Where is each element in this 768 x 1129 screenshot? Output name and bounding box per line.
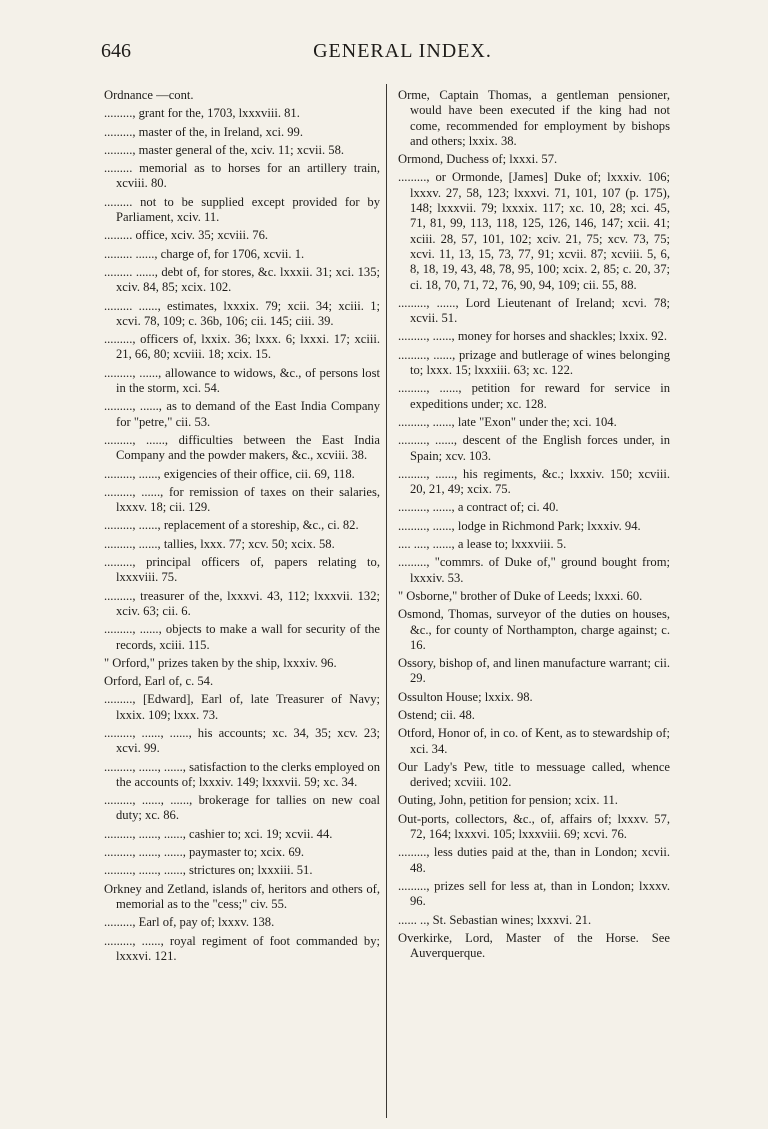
index-entry: ........., ......, difficulties between the East India Company and the powder makers, &c., xcviii. 38. — [104, 432, 380, 463]
index-entry: Ostend; cii. 48. — [398, 707, 475, 722]
index-entry: ........., Earl of, pay of; lxxxv. 138. — [104, 915, 275, 930]
index-entry: ........., ......, ......, paymaster to; xcix. 69. — [104, 845, 305, 860]
index-entry: ........., ......, as to demand of the East India Company for "petre," cii. 53. — [104, 399, 380, 429]
index-entry: ........., ......, ......, his accounts; xc. 34, 35; xcv. 23; xcvi. 99. — [104, 725, 380, 756]
index-entry: ........., ......, allowance to widows, &c., of persons lost in the storm, xci. 54. — [104, 365, 380, 396]
index-entry: Out-ports, collectors, &c., of, affairs of; lxxxv. 57, 72, 164; lxxxvi. 105; lxxxviii. 69; xcvi. 76. — [398, 811, 670, 842]
index-entry: ...... .., St. Sebastian wines; lxxxvi. 21. — [398, 912, 592, 927]
index-entry: Outing, John, petition for pension; xcix. 11. — [398, 793, 618, 808]
index-entry: .... ...., ......, a lease to; lxxxviii. 5. — [398, 537, 567, 552]
index-entry: ......... ......, debt of, for stores, &c. lxxxii. 31; xci. 135; xciv. 84, 85; xcix. 102. — [104, 264, 380, 295]
index-entry: ........., or Ormonde, [James] Duke of; lxxxiv. 106; lxxxv. 27, 58, 123; lxxxvi. 71, 101, 107 (p. 175), 148; lxxxvii. 79; lxxxix. 117; xc. 10, 28; xci. 45, 71, 81, 99, 113, 118, 125, 126, 146, 147; xcii. 41; xciii. 28, 57, 101, 102; xciv. 21, 75; xcv. 73, 75; xcvi. 11, 13, 15, 73, 77, 91; xcvii. 87; xcviii. 5, 6, 8, 18, 19, 43, 48, 78, 95, 100; xcix. 2, 85; c. 20, 37; ci. 18, 70, 71, 72, 76, 90, 94, 109; cii. 55, 88. — [398, 170, 670, 292]
index-entry: Orme, Captain Thomas, a gentleman pensioner, would have been executed if the king had not come, recommended for employment by bishops and others; lxxix. 38. — [398, 88, 670, 148]
index-entry: ........., ......, ......, strictures on; lxxxiii. 51. — [104, 863, 313, 878]
index-entry: ........., treasurer of the, lxxxvi. 43, 112; lxxxvii. 132; xciv. 63; cii. 6. — [104, 588, 380, 618]
index-entry: ......... memorial as to horses for an artillery train, xcviii. 80. — [104, 161, 380, 191]
index-entry: ........., ......, his regiments, &c.; lxxxiv. 150; xcviii. 20, 21, 49; xcix. 75. — [398, 466, 670, 497]
index-entry: Ossory, bishop of, and linen manufacture warrant; cii. 29. — [398, 656, 670, 686]
right-index-column — [398, 88, 670, 964]
index-entry: ........., ......, a contract of; ci. 40. — [398, 500, 559, 515]
index-entry: Ossulton House; lxxix. 98. — [398, 689, 533, 704]
index-entry: " Orford," prizes taken by the ship, lxxxiv. 96. — [104, 655, 337, 670]
index-entry: ........., master general of the, xciv. 11; xcvii. 58. — [104, 142, 345, 157]
running-head: GENERAL INDEX. — [313, 40, 492, 62]
index-entry: ........., ......, ......, satisfaction to the clerks employed on the accounts of; lxxxiv. 149; lxxxvii. 59; xc. 34. — [104, 759, 380, 789]
index-entry: " Osborne," brother of Duke of Leeds; lxxxi. 60. — [398, 588, 643, 603]
index-entry: Overkirke, Lord, Master of the Horse. See Auverquerque. — [398, 930, 670, 961]
index-entry: Orford, Earl of, c. 54. — [104, 674, 214, 689]
index-entry: ........., officers of, lxxix. 36; lxxx. 6; lxxxi. 17; xciii. 21, 66, 80; xcviii. 18; xcix. 15. — [104, 332, 380, 362]
index-entry: ........., prizes sell for less at, than in London; lxxxv. 96. — [398, 878, 670, 909]
page-number: 646 — [101, 40, 131, 62]
index-entry: ........., ......, royal regiment of foot commanded by; lxxxvi. 121. — [104, 933, 380, 963]
index-entry: ......... office, xciv. 35; xcviii. 76. — [104, 228, 269, 243]
index-entry: ........., ......, late "Exon" under the; xci. 104. — [398, 414, 617, 429]
index-entry: ........., grant for the, 1703, lxxxviii. 81. — [104, 106, 300, 121]
index-entry: Ordnance —cont. — [104, 88, 194, 102]
index-entry: ........., ......, for remission of taxes on their salaries, lxxxv. 18; cii. 129. — [104, 484, 380, 515]
index-entry: ........., principal officers of, papers relating to, lxxxviii. 75. — [104, 555, 380, 585]
index-entry: Ormond, Duchess of; lxxxi. 57. — [398, 152, 558, 167]
index-entry: ........., ......, replacement of a storeship, &c., ci. 82. — [104, 518, 359, 533]
index-entry: ........., ......, lodge in Richmond Park; lxxxiv. 94. — [398, 518, 641, 533]
index-entry: ......... ......, estimates, lxxxix. 79; xcii. 34; xciii. 1; xcvi. 78, 109; c. 36b, 106; cii. 145; ciii. 39. — [104, 298, 380, 328]
index-entry: ........., "commrs. of Duke of," ground bought from; lxxxiv. 53. — [398, 555, 670, 585]
index-entry: ........., ......, money for horses and shackles; lxxix. 92. — [398, 329, 667, 344]
index-entry: ........., ......, ......, brokerage for tallies on new coal duty; xc. 86. — [104, 793, 380, 823]
index-entry: Osmond, Thomas, surveyor of the duties on houses, &c., for county of Northampton, charge against; c. 16. — [398, 607, 670, 652]
column-divider — [386, 84, 387, 1118]
left-index-column — [104, 88, 380, 967]
index-entry: ........., ......, petition for reward for service in expeditions under; xc. 128. — [398, 381, 670, 411]
index-entry: ........., less duties paid at the, than in London; xcvii. 48. — [398, 845, 670, 875]
index-entry: ........., [Edward], Earl of, late Treasurer of Navy; lxxix. 109; lxxx. 73. — [104, 692, 380, 722]
index-entry: ......... ......, charge of, for 1706, xcvii. 1. — [104, 246, 305, 261]
page-header — [101, 40, 704, 68]
index-entry: ........., ......, objects to make a wall for security of the records, xciii. 115. — [104, 622, 380, 652]
index-entry: ........., ......, descent of the English forces under, in Spain; xcv. 103. — [398, 433, 670, 463]
index-entry: Our Lady's Pew, title to messuage called, whence derived; xcviii. 102. — [398, 759, 670, 790]
index-entry: ........., master of the, in Ireland, xci. 99. — [104, 124, 303, 139]
index-entry: Otford, Honor of, in co. of Kent, as to stewardship of; xci. 34. — [398, 726, 670, 756]
index-entry: ........., ......, Lord Lieutenant of Ireland; xcvi. 78; xcvii. 51. — [398, 295, 670, 326]
index-entry: ........., ......, ......, cashier to; xci. 19; xcvii. 44. — [104, 826, 333, 841]
index-entry: ........., ......, prizage and butlerage of wines belonging to; lxxx. 15; lxxxiii. 63; xc. 122. — [398, 347, 670, 378]
index-entry: ........., ......, tallies, lxxx. 77; xcv. 50; xcix. 58. — [104, 536, 335, 551]
index-entry: ........., ......, exigencies of their office, cii. 69, 118. — [104, 466, 355, 481]
index-entry: Orkney and Zetland, islands of, heritors and others of, memorial as to the "cess;" civ. 55. — [104, 881, 380, 911]
index-entry: ......... not to be supplied except provided for by Parliament, xciv. 11. — [104, 194, 380, 225]
